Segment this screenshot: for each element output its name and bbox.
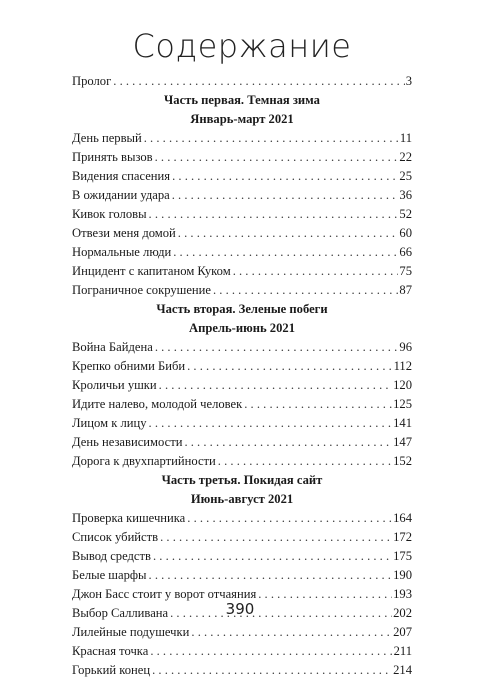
toc-entry [72,528,412,547]
toc-entry [72,338,412,357]
section-heading: Часть вторая. Зеленые побеги [156,302,328,316]
dot-leader [113,72,404,91]
dot-leader [149,414,393,433]
dot-leader [184,433,392,452]
toc-entry [72,129,412,148]
toc-entry-title: Кроличьи ушки [72,378,157,392]
toc-entry-title: Видения спасения [72,169,171,183]
toc-entry [72,243,412,262]
toc-entry-title: Лицом к лицу [72,416,147,430]
toc-entry-page: 120 [393,378,412,392]
dot-leader [149,205,399,224]
dot-leader [244,395,392,414]
toc-entry [72,547,412,566]
toc-entry [72,167,412,186]
toc-entry-page: 36 [399,188,412,202]
section-heading: Часть третья. Покидая сайт [161,473,323,487]
toc-entry [72,414,412,433]
dot-leader [149,566,393,585]
toc-entry-page: 60 [399,226,412,240]
toc-entry-page: 125 [393,397,412,411]
dot-leader [159,376,392,395]
page-title: Содержание [132,27,352,65]
toc-entry-page: 152 [393,454,412,468]
toc-entry-title: Горький конец [72,663,151,677]
toc-entry-title: Дорога к двухпартийности [72,454,216,468]
dot-leader [213,281,398,300]
toc-entry-page: 66 [399,245,412,259]
toc-entry-page: 207 [393,625,412,639]
section-heading: Апрель-июнь 2021 [189,321,295,335]
dot-leader [160,528,392,547]
toc-entry-page: 112 [393,359,412,373]
dot-leader [178,224,399,243]
toc-entry [72,376,412,395]
toc-entry-page: 214 [393,663,412,677]
section-heading: Июнь-август 2021 [190,492,294,506]
toc-entry-title: Пограничное сокрушение [72,283,211,297]
toc-entry-title: День первый [72,131,142,145]
toc-entry [72,642,412,661]
toc-entry-title: Нормальные люди [72,245,172,259]
toc-entry-page: 172 [393,530,412,544]
section-heading: Январь-март 2021 [190,112,294,126]
toc-entry-page: 211 [393,644,412,658]
toc-entry-page: 11 [399,131,412,145]
toc-entry-title: В ожидании удара [72,188,170,202]
dot-leader [172,186,399,205]
dot-leader [153,547,392,566]
dot-leader [173,243,398,262]
toc-entry-title: Джон Басс стоит у ворот отчаяния [72,587,257,601]
toc-entry-title: Принять вызов [72,150,153,164]
toc-entry-title: Инцидент с капитаном Куком [72,264,231,278]
toc-entry [72,566,412,585]
toc-entry-page: 202 [393,606,412,620]
table-of-contents [72,72,412,680]
dot-leader [233,262,399,281]
section-heading: Часть первая. Темная зима [164,93,320,107]
toc-entry [72,281,412,300]
toc-entry-title: Крепко обними Биби [72,359,186,373]
toc-entry-title: Отвези меня домой [72,226,176,240]
toc-entry-page: 96 [399,340,412,354]
toc-entry [72,186,412,205]
toc-entry [72,452,412,471]
toc-entry [72,509,412,528]
toc-entry-title: Лилейные подушечки [72,625,190,639]
toc-entry [72,357,412,376]
toc-entry-page: 87 [399,283,412,297]
toc-entry [72,205,412,224]
toc-entry-title: Выбор Салливана [72,606,169,620]
toc-entry [72,72,412,91]
dot-leader [150,642,392,661]
toc-entry-title: Война Байдена [72,340,153,354]
toc-entry-page: 22 [399,150,412,164]
dot-leader [172,167,398,186]
toc-entry-title: Белые шарфы [72,568,147,582]
toc-entry [72,148,412,167]
dot-leader [152,661,392,680]
toc-entry-title: Идите налево, молодой человек [72,397,243,411]
page-number: 390 [225,600,255,618]
toc-entry-page: 3 [405,74,412,88]
toc-entry [72,623,412,642]
toc-entry [72,661,412,680]
toc-entry [72,433,412,452]
toc-entry-page: 193 [393,587,412,601]
dot-leader [187,357,392,376]
dot-leader [191,623,392,642]
toc-entry-page: 175 [393,549,412,563]
dot-leader [187,509,392,528]
toc-entry-title: Вывод средств [72,549,151,563]
toc-entry-title: День независимости [72,435,183,449]
dot-leader [218,452,392,471]
toc-entry-page: 52 [399,207,412,221]
toc-entry-page: 75 [399,264,412,278]
toc-entry-title: Кивок головы [72,207,147,221]
toc-entry-title: Проверка кишечника [72,511,186,525]
toc-entry-title: Пролог [72,74,112,88]
toc-entry-page: 141 [393,416,412,430]
toc-entry-title: Красная точка [72,644,149,658]
toc-entry-page: 25 [399,169,412,183]
dot-leader [155,148,399,167]
dot-leader [144,129,399,148]
toc-entry-title: Список убийств [72,530,159,544]
toc-entry [72,395,412,414]
toc-entry-page: 147 [393,435,412,449]
dot-leader [155,338,399,357]
toc-entry [72,262,412,281]
toc-entry [72,224,412,243]
toc-entry-page: 164 [393,511,412,525]
toc-entry-page: 190 [393,568,412,582]
